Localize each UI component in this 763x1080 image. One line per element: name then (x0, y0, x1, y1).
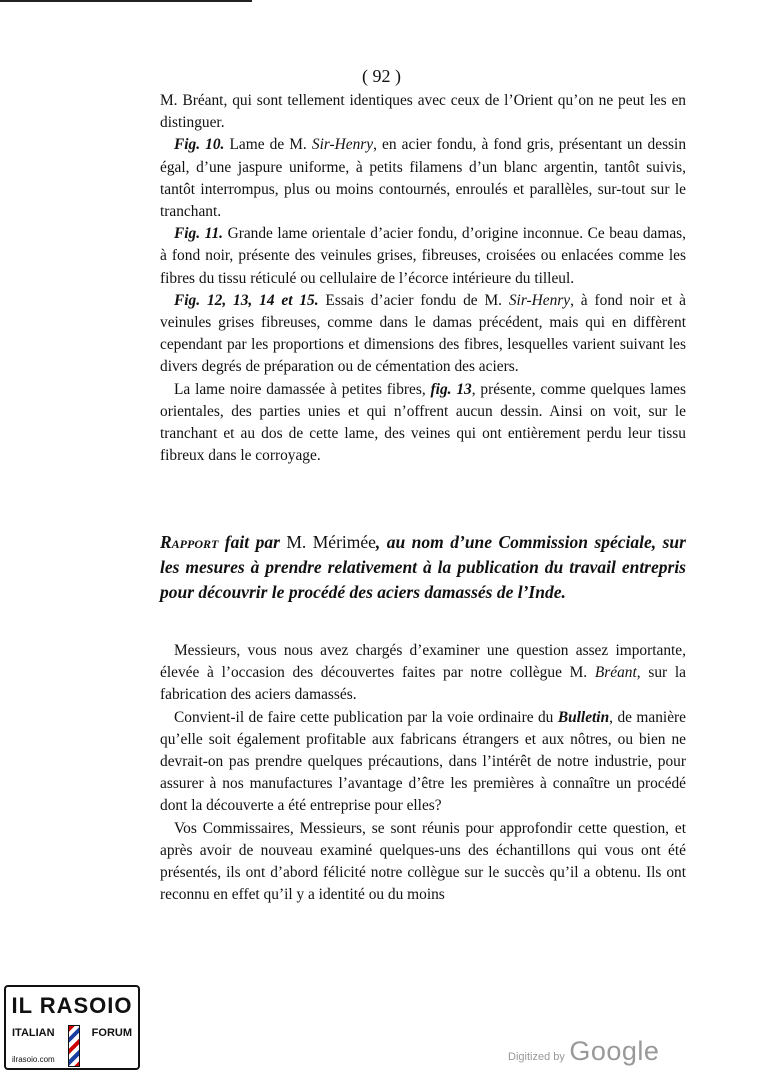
report-author: M. Mérimée (286, 532, 376, 552)
figure-descriptions (160, 90, 686, 467)
fig12-name: Sir-Henry (508, 291, 571, 309)
paragraph-fig11 (160, 223, 686, 290)
paragraph-fig13 (160, 379, 686, 468)
fig13-ref: fig. 13 (430, 380, 472, 398)
digitized-by-label: Digitized by (508, 1051, 565, 1063)
il-rasoio-logo (4, 985, 140, 1070)
logo-site: ilrasoio.com (12, 1055, 55, 1064)
fig10-ref: Fig. 10. (174, 136, 225, 154)
paragraph-commissaires (160, 818, 686, 907)
fig12-text-b: , à fond noir et à veinules grises fibreuses, comme dans le damas précédent, mais qui en diffèrent cependant par les proportions et dimensions des fibres, lesquelles varient suivant les divers degrés de préparation ou de cémentation des aciers. (160, 291, 686, 376)
fig11-ref: Fig. 11. (174, 225, 224, 243)
logo-left-text: ITALIAN (12, 1027, 55, 1039)
report-text-b: , au nom d’une Commission spéciale, sur les mesures à prendre relativement à la publication du travail entrepris pour découvrir le procédé des aciers damassés de l’Inde. (160, 532, 686, 602)
logo-right-text: FORUM (91, 1027, 132, 1039)
logo-title: IL RASOIO (11, 993, 133, 1018)
fig13-text-b: , présente, comme quelques lames orientales, des parties unies et qui n’offrent aucun dessin. Ainsi on voit, sur le tranchant et au dos de cette lame, des veines qui ont entièrement perdu leur tissu fibreux dans le corroyage. (160, 380, 686, 465)
convient-text-a: Convient-il de faire cette publication par la voie ordinaire du (174, 708, 558, 726)
google-watermark (508, 1036, 659, 1067)
bulletin-title: Bulletin (557, 708, 610, 726)
messieurs-name: Bréant (594, 664, 637, 682)
google-logo: Google (569, 1036, 660, 1066)
fig13-text-a: La lame noire damassée à petites fibres, (174, 380, 431, 398)
fig10-name: Sir-Henry (311, 136, 374, 154)
report-body (160, 640, 686, 906)
paragraph-convient (160, 707, 686, 818)
top-rule (0, 0, 252, 2)
fig12-text-a: Essais d’acier fondu de M. (318, 291, 509, 309)
convient-text-b: , de manière qu’elle soit également profitable aux fabricans étrangers et aux nôtres, ou bien ne devrait-on pas prendre quelques précautions, dans l’intérêt de notre industrie, pour assurer à nos manufactures l’avantage d’être les premières à connaître un procédé dont la découverte a été entreprise pour elles? (160, 708, 686, 815)
page-number: ( 92 ) (362, 66, 401, 86)
paragraph-intro-text: M. Bréant, qui sont tellement identiques avec ceux de l’Orient qu’on ne peut les en distinguer. (160, 92, 686, 132)
report-title (160, 530, 686, 605)
barber-pole-icon (68, 1025, 80, 1067)
paragraph-intro (160, 90, 686, 134)
fig10-text-b: , en acier fondu, à fond gris, présentant un dessin égal, d’une jaspure uniforme, à petits filamens d’un blanc argentin, tantôt suivis, tantôt interrompus, plus ou moins contournés, enroulés et parallèles, sur-tout sur le tranchant. (160, 136, 687, 221)
report-heading (160, 530, 686, 605)
fig12-ref: Fig. 12, 13, 14 et 15. (174, 291, 319, 309)
report-text-a: fait par (218, 532, 287, 552)
paragraph-fig12 (160, 290, 686, 379)
fig10-text-a: Lame de M. (224, 136, 312, 154)
paragraph-fig10 (160, 134, 686, 223)
messieurs-text-a: Messieurs, vous nous avez chargés d’examiner une question assez importante, élevée à l’occasion des découvertes faites par notre collègue M. (160, 642, 686, 682)
report-word: Rapport (160, 532, 219, 552)
fig11-text: Grande lame orientale d’acier fondu, d’origine inconnue. Ce beau damas, à fond noir, présente des veinules grises, fibreuses, croisées ou enlacées comme les fibres du tissu réticulé ou cellulaire de l’écorce intérieure du tilleul. (160, 225, 686, 287)
paragraph-messieurs (160, 640, 686, 707)
commissaires-text: Vos Commissaires, Messieurs, se sont réunis pour approfondir cette question, et après avoir de nouveau examiné quelques-uns des échantillons qui vous ont été présentés, ils ont d’abord félicité notre collègue sur le succès qu’il a obtenu. Ils ont reconnu en effet qu’il y a identité ou du moins (160, 819, 686, 904)
messieurs-text-b: , sur la fabrication des aciers damassés. (160, 664, 686, 704)
